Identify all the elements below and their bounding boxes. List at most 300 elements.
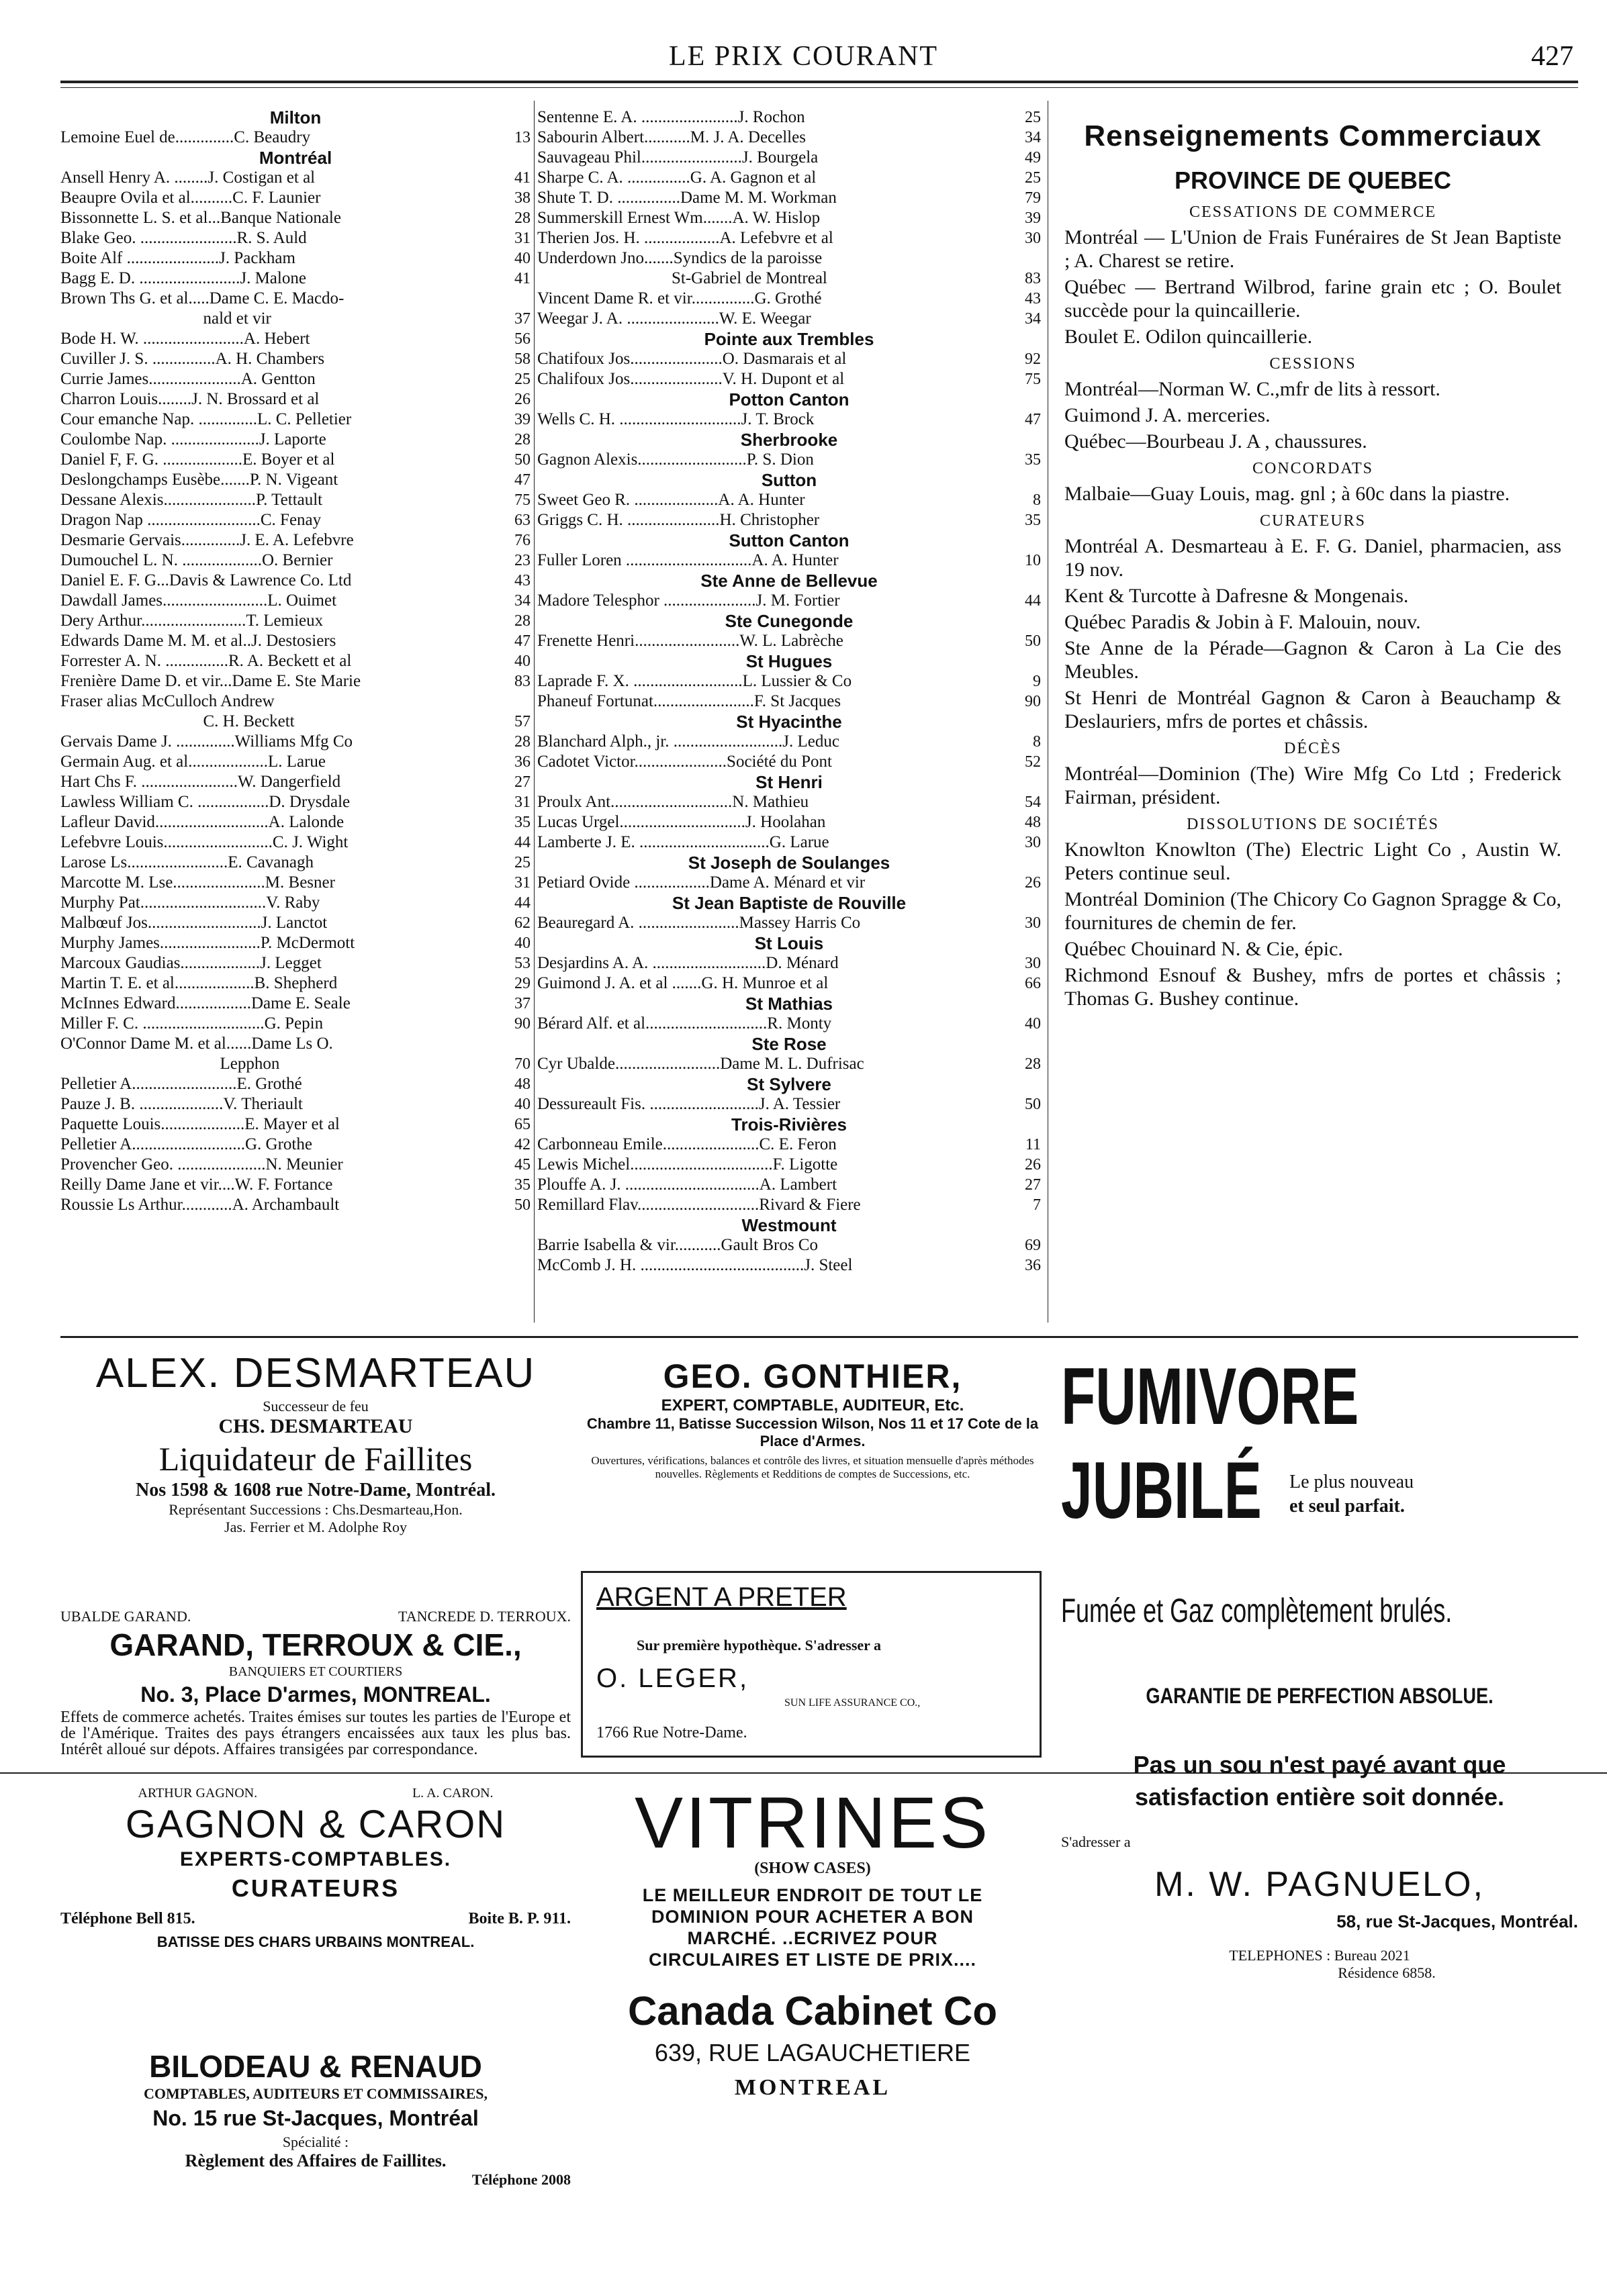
commercial-info-column xyxy=(1064,117,1561,1013)
locality-heading: Milton xyxy=(269,107,322,128)
entry-number: 57 xyxy=(514,713,531,730)
list-item xyxy=(60,571,531,591)
list-item xyxy=(60,1155,531,1175)
subsection-heading: CESSATIONS DE COMMERCE xyxy=(1189,203,1437,221)
ad-partner-1: ARTHUR GAGNON. xyxy=(138,1786,258,1801)
entry-number: 36 xyxy=(1025,1257,1041,1274)
list-item xyxy=(537,1195,1041,1215)
entry-text: Beaupre Ovila et al..........C. F. Launier xyxy=(60,189,321,207)
entry-text: Lepphon xyxy=(60,1055,280,1073)
entry-text: Plouffe A. J. ................................A. Lambert xyxy=(537,1176,837,1194)
entry-number: 44 xyxy=(1025,592,1041,610)
list-item xyxy=(60,651,531,671)
entry-text: Pelletier A...........................G. Grothe xyxy=(60,1135,312,1153)
entry-text: Bérard Alf. et al.............................R. Monty xyxy=(537,1014,832,1033)
entry-number: 7 xyxy=(1033,1196,1041,1214)
locality-heading: Sutton xyxy=(761,470,817,490)
list-item xyxy=(60,1074,531,1094)
header-rule-thin xyxy=(60,87,1578,88)
entry-text: Fuller Loren ..............................A. A. Hunter xyxy=(537,551,839,569)
entry-text: Bagg E. D. ........................J. Malone xyxy=(60,269,306,287)
entry-text: Sabourin Albert...........M. J. A. Decelles xyxy=(537,128,806,146)
entry-number: 40 xyxy=(514,653,531,670)
ad-garand xyxy=(60,1608,571,1758)
ad-text: Ouvertures, vérifications, balances et contrôle des livres, et situation mensuelle d'après méthodes nouvelles. Règlements et Redditions de comptes de Successions, etc. xyxy=(591,1454,1034,1480)
entry-number: 39 xyxy=(1025,209,1041,227)
entry-number: 41 xyxy=(514,270,531,287)
entry-text: Dumouchel L. N. ...................O. Bernier xyxy=(60,551,333,569)
entry-text: Marcoux Gaudias...................J. Legget xyxy=(60,954,322,972)
notice-paragraph: Montréal—Dominion (The) Wire Mfg Co Ltd ; Frederick Fairman, président. xyxy=(1064,763,1561,808)
list-item xyxy=(60,772,531,792)
entry-number: 30 xyxy=(1025,230,1041,247)
ad-city: MONTREAL xyxy=(734,2075,891,2100)
entry-number: 37 xyxy=(514,995,531,1012)
notice-paragraph: Montréal—Norman W. C.,mfr de lits à ressort. xyxy=(1064,378,1440,400)
entry-text: Sweet Geo R. ....................A. A. Hunter xyxy=(537,491,805,509)
list-item xyxy=(60,168,531,188)
entry-text: Fraser alias McCulloch Andrew xyxy=(60,692,275,710)
ad-role: Liquidateur de Faillites xyxy=(158,1440,473,1478)
ad-side-2: et seul parfait. xyxy=(1289,1496,1405,1517)
list-item xyxy=(60,188,531,208)
entry-number: 8 xyxy=(1033,491,1041,509)
ad-guarantee: GARANTIE DE PERFECTION ABSOLUE. xyxy=(1146,1684,1494,1708)
ad-adresser: S'adresser a xyxy=(1061,1833,1131,1850)
ad-curateurs: CURATEURS xyxy=(231,1874,400,1902)
entry-number: 70 xyxy=(514,1055,531,1073)
ad-spec: Spécialité : xyxy=(282,2134,349,2150)
entry-text: Proulx Ant.............................N. Mathieu xyxy=(537,793,809,811)
list-item xyxy=(60,1014,531,1034)
entry-text: Pelletier A.........................E. Grothé xyxy=(60,1075,302,1093)
ad-address: 58, rue St-Jacques, Montréal. xyxy=(1336,1911,1578,1931)
entry-number: 66 xyxy=(1025,975,1041,992)
entry-number: 31 xyxy=(514,874,531,892)
entry-text: Cyr Ubalde.........................Dame M. L. Dufrisac xyxy=(537,1055,864,1073)
ad-text: Effets de commerce achetés. Traites émises sur toutes les parties de l'Europe et de l'Amérique. Traites des pays étrangers encaissées aux taux les plus bas. Intérêt alloué sur dépots. Affaires transigées par correspondance. xyxy=(60,1709,571,1758)
entry-number: 40 xyxy=(514,1096,531,1113)
entry-text: Guimond J. A. et al .......G. H. Munroe et al xyxy=(537,974,829,992)
entry-number: 62 xyxy=(514,914,531,932)
list-item xyxy=(60,450,531,470)
ad-sub: (SHOW CASES) xyxy=(754,1860,871,1877)
entry-number: 30 xyxy=(1025,834,1041,851)
ad-phone: Téléphone 2008 xyxy=(471,2171,571,2188)
entry-number: 79 xyxy=(1025,189,1041,207)
entry-text: Lawless William C. .................D. Drysdale xyxy=(60,793,351,811)
entry-number: 50 xyxy=(1025,1096,1041,1113)
list-item xyxy=(537,792,1041,812)
entry-text: Pauze J. B. ....................V. Theriault xyxy=(60,1095,303,1113)
list-item xyxy=(60,671,531,691)
entry-text: Chalifoux Jos......................V. H. Dupont et al xyxy=(537,370,845,388)
entry-text: Sauvageau Phil........................J. Bourgela xyxy=(537,148,819,166)
list-item xyxy=(60,208,531,228)
entry-number: 10 xyxy=(1025,552,1041,569)
ad-rep1: Représentant Successions : Chs.Desmarteau,Hon. xyxy=(169,1501,463,1518)
entry-text: Therien Jos. H. ..................A. Lefebvre et al xyxy=(537,229,833,247)
entry-text: Laprade F. X. ..........................L. Lussier & Co xyxy=(537,672,852,690)
locality-heading: St Hyacinthe xyxy=(736,712,842,732)
ad-tagline: Fumée et Gaz complètement brulés. xyxy=(1061,1592,1453,1629)
ad-partner-1: UBALDE GARAND. xyxy=(60,1608,191,1625)
section-title: Renseignements Commerciaux xyxy=(1084,119,1542,152)
entry-text: Desmarie Gervais..............J. E. A. Lefebvre xyxy=(60,531,354,549)
entry-text: Remillard Flav.............................Rivard & Fiere xyxy=(537,1196,861,1214)
subsection-heading: DISSOLUTIONS DE SOCIÉTÉS xyxy=(1186,816,1439,833)
list-item xyxy=(60,1034,531,1054)
ad-name: BILODEAU & RENAUD xyxy=(149,2049,482,2084)
entry-number: 75 xyxy=(514,491,531,509)
entry-text: Lucas Urgel..............................J. Hoolahan xyxy=(537,813,826,831)
entry-text: Daniel E. F. G...Davis & Lawrence Co. Ltd xyxy=(60,571,352,589)
notice-paragraph: Boulet E. Odilon quincaillerie. xyxy=(1064,326,1313,348)
ad-line: Sur première hypothèque. S'adresser a xyxy=(637,1637,882,1654)
list-item xyxy=(537,289,1041,309)
ad-company: SUN LIFE ASSURANCE CO., xyxy=(784,1697,921,1709)
bankruptcy-list-column-1 xyxy=(60,107,531,1215)
entry-number: 40 xyxy=(1025,1015,1041,1033)
entry-text: Griggs C. H. ......................H. Christopher xyxy=(537,511,820,529)
entry-number: 47 xyxy=(1025,411,1041,428)
entry-number: 25 xyxy=(1025,109,1041,126)
list-item xyxy=(60,873,531,893)
list-item xyxy=(60,329,531,349)
entry-number: 9 xyxy=(1033,673,1041,690)
ad-box: Boite B. P. 911. xyxy=(468,1910,571,1927)
entry-number: 35 xyxy=(1025,512,1041,529)
entry-number: 28 xyxy=(1025,1055,1041,1073)
list-item xyxy=(60,611,531,631)
ad-sub: COMPTABLES, AUDITEURS ET COMMISSAIRES, xyxy=(143,2085,488,2102)
notice-paragraph: St Henri de Montréal Gagnon & Caron à Beauchamp & Deslauriers, mfrs de portes et châssis. xyxy=(1064,687,1561,732)
entry-number: 34 xyxy=(1025,129,1041,146)
entry-text: Frenette Henri.........................W. L. Labrèche xyxy=(537,632,843,650)
list-item xyxy=(60,792,531,812)
entry-number: 48 xyxy=(514,1075,531,1093)
entry-text: Dessane Alexis......................P. Tettault xyxy=(60,491,323,509)
locality-heading: Pointe aux Trembles xyxy=(704,329,874,349)
entry-text: Murphy Pat..............................V. Raby xyxy=(60,894,320,912)
entry-text: Martin T. E. et al...................B. Shepherd xyxy=(60,974,338,992)
entry-text: Wells C. H. .............................J. T. Brock xyxy=(537,410,815,428)
entry-number: 31 xyxy=(514,230,531,247)
entry-text: Ansell Henry A. ........J. Costigan et al xyxy=(60,169,316,187)
entry-text: O'Connor Dame M. et al......Dame Ls O. xyxy=(60,1035,333,1053)
ad-sub: BANQUIERS ET COURTIERS xyxy=(228,1664,403,1679)
notice-paragraph: Québec—Bourbeau J. A , chaussures. xyxy=(1064,430,1367,452)
entry-number: 40 xyxy=(514,250,531,267)
list-item xyxy=(60,1195,531,1215)
entry-number: 31 xyxy=(514,794,531,811)
list-item xyxy=(537,1054,1041,1074)
list-item xyxy=(537,873,1041,893)
list-item xyxy=(537,1094,1041,1114)
entry-number: 34 xyxy=(1025,310,1041,328)
entry-text: Blanchard Alph., jr. ..........................J. Leduc xyxy=(537,732,839,751)
ad-name: O. LEGER, xyxy=(596,1664,749,1693)
locality-heading: St Hugues xyxy=(745,651,833,671)
ad-title-1: FUMIVORE xyxy=(1061,1351,1359,1441)
entry-number: 90 xyxy=(514,1015,531,1033)
ad-desmarteau xyxy=(60,1349,571,1536)
entry-number: 27 xyxy=(1025,1176,1041,1194)
entry-number: 34 xyxy=(514,592,531,610)
locality-heading: St Louis xyxy=(754,933,824,953)
entry-text: Beauregard A. ........................Massey Harris Co xyxy=(537,914,861,932)
entry-text: Provencher Geo. .....................N. Meunier xyxy=(60,1155,343,1174)
entry-text: Malbœuf Jos...........................J. Lanctot xyxy=(60,914,328,932)
list-item xyxy=(60,893,531,913)
list-item xyxy=(537,812,1041,832)
entry-number: 76 xyxy=(514,532,531,549)
page-number: 427 xyxy=(1531,41,1573,72)
list-item xyxy=(60,832,531,853)
list-item xyxy=(60,389,531,410)
entry-number: 45 xyxy=(514,1156,531,1174)
list-item xyxy=(537,1135,1041,1155)
ad-pas-un-sou: Pas un sou n'est payé avant que satisfaction entière soit donnée. xyxy=(1133,1751,1506,1811)
entry-number: 27 xyxy=(514,773,531,791)
ad-company: Canada Cabinet Co xyxy=(627,1989,998,2034)
ad-title: VITRINES xyxy=(634,1782,991,1863)
list-item xyxy=(537,551,1041,571)
list-item xyxy=(537,349,1041,369)
list-item xyxy=(60,712,531,732)
entry-text: Murphy James........................P. McDermott xyxy=(60,934,355,952)
entry-number: 69 xyxy=(1025,1237,1041,1254)
ad-title: ARGENT A PRETER xyxy=(596,1582,847,1612)
entry-text: Charron Louis........J. N. Brossard et al xyxy=(60,390,320,408)
ad-phone: Téléphone Bell 815. xyxy=(60,1910,195,1927)
notice-paragraph: Kent & Turcotte à Dafresne & Mongenais. xyxy=(1064,585,1409,607)
list-item xyxy=(60,470,531,490)
ad-sub: EXPERT, COMPTABLE, AUDITEUR, Etc. xyxy=(661,1396,964,1415)
entry-text: Hart Chs F. .......................W. Dangerfield xyxy=(60,773,341,791)
list-item xyxy=(60,551,531,571)
ad-side-text xyxy=(1289,1470,1414,1519)
list-item xyxy=(60,369,531,389)
list-item xyxy=(537,691,1041,712)
list-item xyxy=(537,128,1041,148)
locality-heading: St Sylvere xyxy=(747,1074,831,1094)
list-item xyxy=(60,953,531,973)
entry-number: 44 xyxy=(514,894,531,912)
entry-text: Chatifoux Jos......................O. Dasmarais et al xyxy=(537,350,847,368)
list-item xyxy=(60,349,531,369)
ad-bilodeau-renaud xyxy=(60,2048,571,2189)
locality-heading: Ste Rose xyxy=(751,1034,827,1054)
list-item xyxy=(537,1175,1041,1195)
entry-text: Petiard Ovide ..................Dame A. Ménard et vir xyxy=(537,873,866,892)
notice-paragraph: Malbaie—Guay Louis, mag. gnl ; à 60c dans la piastre. xyxy=(1064,483,1510,505)
locality-heading: St Joseph de Soulanges xyxy=(688,853,890,873)
entry-number: 48 xyxy=(1025,814,1041,831)
entry-text: Germain Aug. et al...................L. Larue xyxy=(60,753,326,771)
locality-heading: St Henri xyxy=(755,772,823,792)
ad-address: BATISSE DES CHARS URBAINS MONTREAL. xyxy=(156,1933,475,1950)
entry-text: Edwards Dame M. M. et al..J. Destosiers xyxy=(60,632,336,650)
list-item xyxy=(60,269,531,289)
list-item xyxy=(537,671,1041,691)
subsection-heading: CESSIONS xyxy=(1269,355,1357,373)
list-item xyxy=(60,732,531,752)
entry-number: 75 xyxy=(1025,371,1041,388)
list-item xyxy=(537,752,1041,772)
list-item xyxy=(60,410,531,430)
entry-text: Dawdall James.........................L. Ouimet xyxy=(60,591,337,610)
ad-address: No. 15 rue St-Jacques, Montréal xyxy=(152,2106,479,2130)
list-item xyxy=(60,1135,531,1155)
list-item xyxy=(60,128,531,148)
entry-number: 58 xyxy=(514,350,531,368)
ad-name: M. W. PAGNUELO, xyxy=(1154,1865,1485,1904)
entry-text: Dery Arthur.........................T. Lemieux xyxy=(60,612,324,630)
ad-phone: TELEPHONES : Bureau 2021 xyxy=(1229,1947,1410,1964)
entry-text: Carbonneau Emile.......................C. E. Feron xyxy=(537,1135,837,1153)
entry-text: Shute T. D. ...............Dame M. M. Workman xyxy=(537,189,837,207)
entry-text: Marcotte M. Lse......................M. Besner xyxy=(60,873,335,892)
list-item xyxy=(537,953,1041,973)
locality-heading: Montréal xyxy=(259,148,332,168)
list-item xyxy=(537,1155,1041,1175)
entry-text: Roussie Ls Arthur............A. Archambault xyxy=(60,1196,340,1214)
subsection-heading: CONCORDATS xyxy=(1252,460,1374,477)
ad-partner-2: TANCREDE D. TERROUX. xyxy=(398,1608,571,1625)
entry-number: 28 xyxy=(514,612,531,630)
entry-number: 53 xyxy=(514,955,531,972)
ad-fumivore xyxy=(1061,1349,1578,1982)
list-item xyxy=(537,832,1041,853)
entry-number: 50 xyxy=(514,1196,531,1214)
entry-text: Cuviller J. S. ...............A. H. Chambers xyxy=(60,350,325,368)
journal-title: LE PRIX COURANT xyxy=(668,41,938,72)
entry-number: 30 xyxy=(1025,914,1041,932)
entry-text: Dessureault Fis. ..........................J. A. Tessier xyxy=(537,1095,841,1113)
list-item xyxy=(537,490,1041,510)
ad-address: 1766 Rue Notre-Dame. xyxy=(596,1724,747,1741)
list-item xyxy=(60,631,531,651)
entry-number: 52 xyxy=(1025,753,1041,771)
entry-number: 41 xyxy=(514,169,531,187)
entry-number: 44 xyxy=(514,834,531,851)
list-item xyxy=(537,1235,1041,1255)
ad-text: LE MEILLEUR ENDROIT DE TOUT LE DOMINION POUR ACHETER A BON MARCHÉ. ..ECRIVEZ POUR CIRCULAIRES ET LISTE DE PRIX.... xyxy=(642,1885,983,1970)
entry-number: 35 xyxy=(514,814,531,831)
notice-paragraph: Knowlton Knowlton (The) Electric Light Co , Austin W. Peters continue seul. xyxy=(1064,839,1561,884)
entry-number: 25 xyxy=(514,371,531,388)
list-item xyxy=(537,168,1041,188)
list-item xyxy=(537,269,1041,289)
entry-text: Paquette Louis....................E. Mayer et al xyxy=(60,1115,340,1133)
entry-text: Forrester A. N. ...............R. A. Beckett et al xyxy=(60,652,352,670)
entry-text: Vincent Dame R. et vir...............G. Grothé xyxy=(537,289,822,307)
list-item xyxy=(537,188,1041,208)
entry-number: 42 xyxy=(514,1136,531,1153)
ad-side-1: Le plus nouveau xyxy=(1289,1472,1414,1492)
ad-name: GARAND, TERROUX & CIE., xyxy=(109,1627,522,1662)
entry-text: Lafleur David...........................A. Lalonde xyxy=(60,813,345,831)
entry-text: Lamberte J. E. ...............................G. Larue xyxy=(537,833,829,851)
entry-number: 29 xyxy=(514,975,531,992)
locality-heading: St Mathias xyxy=(745,994,833,1014)
entry-number: 36 xyxy=(514,753,531,771)
entry-text: Desjardins A. A. ...........................D. Ménard xyxy=(537,954,839,972)
entry-number: 26 xyxy=(1025,1156,1041,1174)
entry-number: 8 xyxy=(1033,733,1041,751)
entry-text: McComb J. H. .......................................J. Steel xyxy=(537,1256,853,1274)
ads-top-rule xyxy=(60,1336,1578,1338)
entry-text: Frenière Dame D. et vir...Dame E. Ste Marie xyxy=(60,672,361,690)
locality-heading: Potton Canton xyxy=(729,389,850,410)
notice-paragraph: Guimond J. A. merceries. xyxy=(1064,404,1271,426)
bankruptcy-list-column-2 xyxy=(537,107,1041,1276)
entry-number: 35 xyxy=(514,1176,531,1194)
list-item xyxy=(537,148,1041,168)
entry-number: 39 xyxy=(514,411,531,428)
list-item xyxy=(537,631,1041,651)
entry-text: Barrie Isabella & vir...........Gault Bros Co xyxy=(537,1236,818,1254)
notice-paragraph: Québec Chouinard N. & Cie, épic. xyxy=(1064,938,1343,960)
locality-heading: Sutton Canton xyxy=(729,530,850,551)
ad-rep2: Jas. Ferrier et M. Adolphe Roy xyxy=(224,1519,407,1535)
list-item xyxy=(537,732,1041,752)
notice-paragraph: Québec — Bertrand Wilbrod, farine grain etc ; O. Boulet succède pour la quincaillerie. xyxy=(1064,276,1561,322)
list-item xyxy=(60,853,531,873)
entry-text: nald et vir xyxy=(60,309,271,328)
entry-number: 37 xyxy=(514,310,531,328)
list-item xyxy=(60,1175,531,1195)
locality-heading: Trois-Rivières xyxy=(731,1114,847,1135)
entry-number: 83 xyxy=(514,673,531,690)
entry-text: McInnes Edward..................Dame E. Seale xyxy=(60,994,351,1012)
list-item xyxy=(60,812,531,832)
entry-text: Reilly Dame Jane et vir....W. F. Fortance xyxy=(60,1176,333,1194)
province-title: PROVINCE DE QUEBEC xyxy=(1174,166,1452,194)
entry-number: 28 xyxy=(514,209,531,227)
entry-text: Coulombe Nap. .....................J. Laporte xyxy=(60,430,326,448)
entry-text: Miller F. C. .............................G. Pepin xyxy=(60,1014,324,1033)
list-item xyxy=(60,510,531,530)
list-item xyxy=(60,1054,531,1074)
entry-text: St-Gabriel de Montreal xyxy=(537,269,827,287)
ad-gonthier xyxy=(571,1356,1054,1481)
entry-number: 43 xyxy=(1025,290,1041,307)
ad-vitrines xyxy=(571,1782,1054,2101)
list-item xyxy=(60,289,531,309)
list-item xyxy=(537,591,1041,611)
ad-chs: CHS. DESMARTEAU xyxy=(218,1415,413,1437)
entry-number: 63 xyxy=(514,512,531,529)
entry-text: Lemoine Euel de..............C. Beaudry xyxy=(60,128,311,146)
entry-number: 49 xyxy=(1025,149,1041,166)
ad-address: Chambre 11, Batisse Succession Wilson, Nos 11 et 17 Cote de la Place d'Armes. xyxy=(586,1415,1039,1449)
list-item xyxy=(60,490,531,510)
ad-sub: EXPERTS-COMPTABLES. xyxy=(179,1848,452,1870)
notice-paragraph: Québec Paradis & Jobin à F. Malouin, nouv. xyxy=(1064,611,1421,633)
entry-text: Cadotet Victor......................Société du Pont xyxy=(537,753,832,771)
entry-number: 38 xyxy=(514,189,531,207)
ad-name: GAGNON & CARON xyxy=(125,1803,506,1846)
list-item xyxy=(537,1255,1041,1276)
notice-paragraph: Ste Anne de la Pérade—Gagnon & Caron à La Cie des Meubles. xyxy=(1064,637,1561,683)
header-rule xyxy=(60,81,1578,83)
list-item xyxy=(60,591,531,611)
list-item xyxy=(60,1114,531,1135)
entry-number: 92 xyxy=(1025,350,1041,368)
entry-number: 50 xyxy=(1025,632,1041,650)
